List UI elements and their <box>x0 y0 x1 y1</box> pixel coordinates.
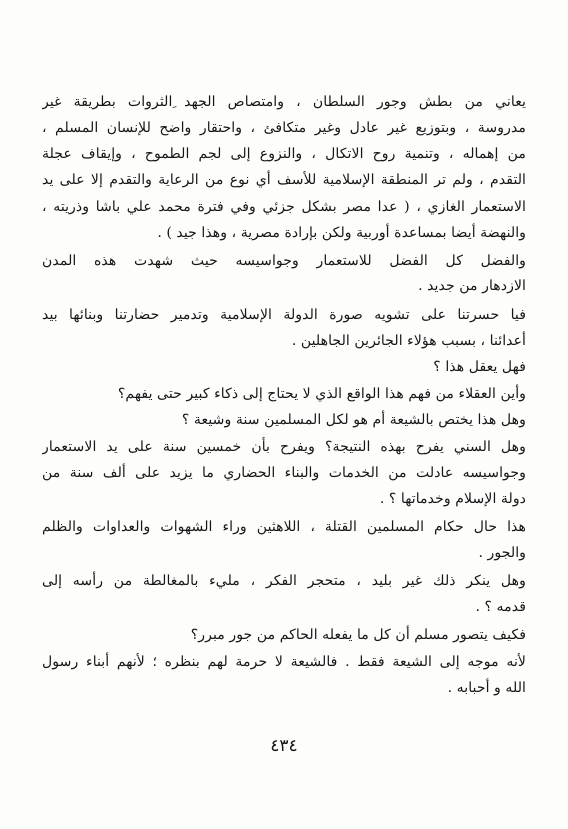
page-number: ٤٣٤ <box>270 736 298 756</box>
text-line: الازدهار من جديد . <box>418 278 526 294</box>
text-line: وهل السني يفرح بهذه النتيجة؟ ويفرح بأن خمسين سنة على يد الاستعمار <box>42 439 526 455</box>
text-line: وأين العقلاء من فهم هذا الواقع الذي لا يحتاج إلى ذكاء كبير حتى يفهم؟ <box>117 386 526 402</box>
text-line: أعدائنا ، بسبب هؤلاء الجائرين الجاهلين . <box>291 333 526 349</box>
text-line: من إهماله ، وتنمية روح الاتكال ، والنزوع إلى لجم الطموح ، وإيقاف عجلة <box>42 146 526 162</box>
text-line: وهل ينكر ذلك غير بليد ، متحجر الفكر ، مليء بالمغالطة من رأسه إلى <box>42 573 526 589</box>
text-line: قدمه ؟ . <box>475 599 526 615</box>
text-line: يعاني من بطش وجور السلطان ، وامتصاص الجهد ِالثروات بطريقة غير <box>42 94 526 110</box>
text-line: دولة الإسلام وخدماتها ؟ . <box>379 491 526 507</box>
text-line: والجور . <box>478 545 526 561</box>
text-line: والفضل كل الفضل للاستعمار وجواسيسه حيث شهدت هذه المدن <box>42 253 526 269</box>
text-line: التقدم ، ولم تر المنطقة الإسلامية للأسف أي نوع من الرعاية والتقدم إلا على يد <box>42 172 526 188</box>
text-line: وهل هذا يختص بالشيعة أم هو لكل المسلمين سنة وشيعة ؟ <box>181 412 526 428</box>
text-line: فيا حسرتنا على تشويه صورة الدولة الإسلامية وتدمير حضارتنا وبنائها بيد <box>42 307 526 323</box>
text-line: فكيف يتصور مسلم أن كل ما يفعله الحاكم من جور مبرر؟ <box>190 627 526 643</box>
text-line: وجواسيسه عادلت من الخدمات والبناء الحضاري ما يزيد على ألف سنة من <box>42 465 526 481</box>
text-line: فهل يعقل هذا ؟ <box>433 359 526 375</box>
text-line: مدروسة ، وبتوزيع غير عادل وغير متكافئ ، واحتقار واضح للإنسان المسلم ، <box>42 120 526 136</box>
text-line: لأنه موجه إلى الشيعة فقط . فالشيعة لا حرمة لهم بنظره ؛ لأنهم أبناء رسول <box>42 654 526 670</box>
text-line: الله و أحبابه . <box>447 680 526 696</box>
text-line: الاستعمار الغازي ، ( عدا مصر بشكل جزئي وفي فترة محمد علي باشا وذريته ، <box>42 199 526 215</box>
text-line: والنهضة أيضا بمساعدة أوربية ولكن بإرادة مصرية ، وهذا جيد ) . <box>157 225 526 241</box>
text-line: هذا حال حكام المسلمين القتلة ، اللاهثين وراء الشهوات والعداوات والظلم <box>42 519 526 535</box>
